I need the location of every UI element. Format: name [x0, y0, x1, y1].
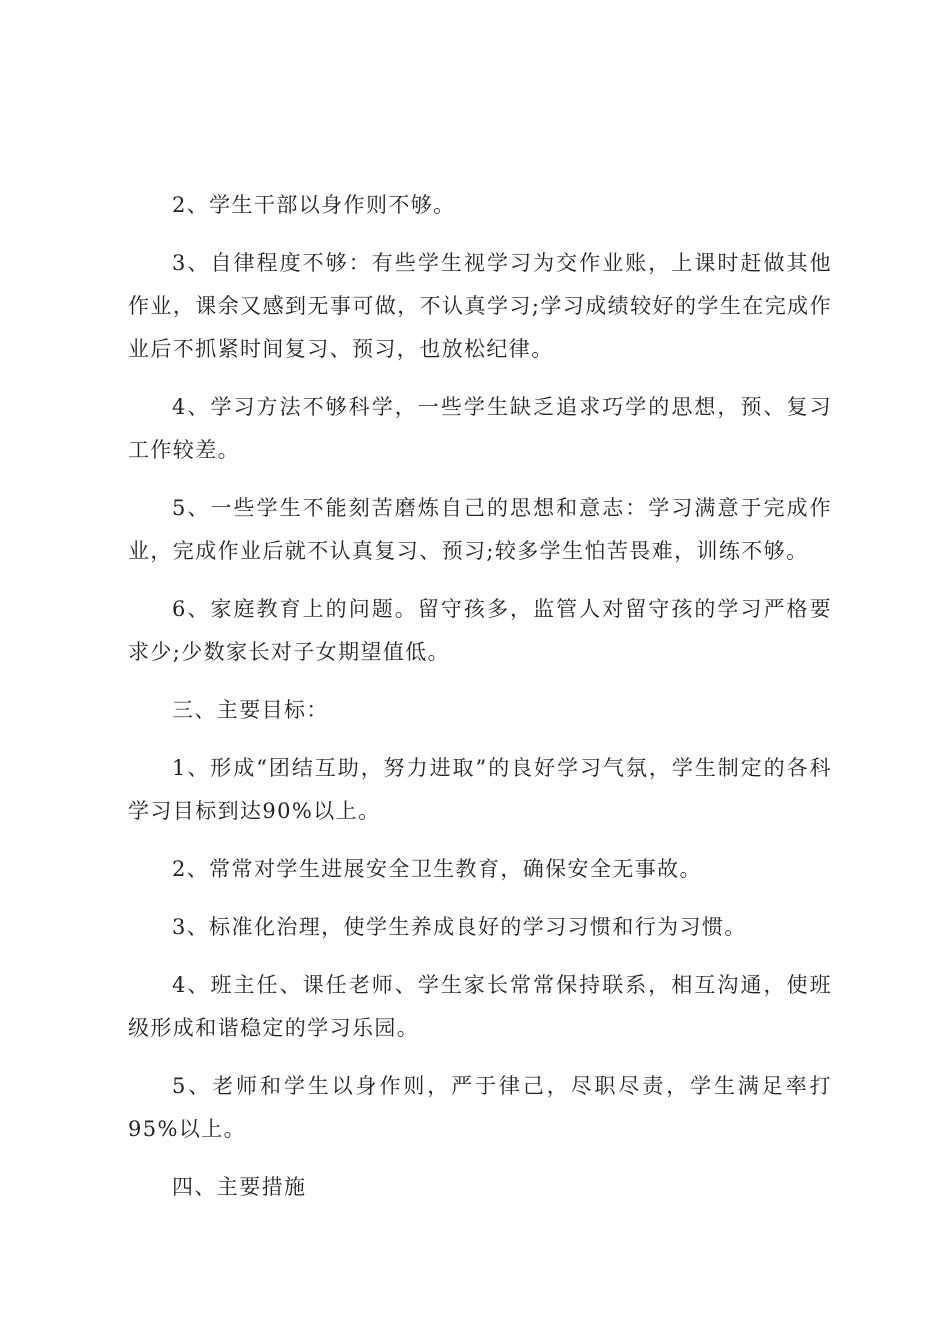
paragraph-goal-habits: 3、标准化治理，使学生养成良好的学习习惯和行为习惯。 [172, 915, 747, 939]
paragraph-goal-safety: 2、常常对学生进展安全卫生教育，确保安全无事故。 [172, 857, 702, 881]
section-heading-measures: 四、主要措施 [172, 1175, 307, 1199]
section-heading-goals: 三、主要目标： [172, 698, 329, 722]
paragraph-willpower: 5、一些学生不能刻苦磨炼自己的思想和意志：学习满意于完成作业，完成作业后就不认真复习、预习;较多学生怕苦畏难，训练不够。 [128, 496, 832, 563]
paragraph-goal-satisfaction: 5、老师和学生以身作则，严于律己，尽职尽责，学生满足率打95%以上。 [128, 1074, 832, 1141]
paragraph-cadre-example: 2、学生干部以身作则不够。 [172, 193, 456, 217]
paragraph-goal-atmosphere: 1、形成“团结互助，努力进取”的良好学习气氛，学生制定的各科学习目标到达90%以上。 [128, 756, 832, 823]
paragraph-goal-communication: 4、班主任、课任老师、学生家长常常保持联系，相互沟通，使班级形成和谐稳定的学习乐园。 [128, 973, 832, 1040]
paragraph-self-discipline: 3、自律程度不够：有些学生视学习为交作业账，上课时赶做其他作业，课余又感到无事可做，不认真学习;学习成绩较好的学生在完成作业后不抓紧时间复习、预习，也放松纪律。 [128, 251, 832, 361]
paragraph-family-education: 6、家庭教育上的问题。留守孩多，监管人对留守孩的学习严格要求少;少数家长对子女期望值低。 [128, 597, 832, 664]
paragraph-study-method: 4、学习方法不够科学，一些学生缺乏追求巧学的思想，预、复习工作较差。 [128, 395, 832, 462]
document-body [128, 184, 832, 1224]
